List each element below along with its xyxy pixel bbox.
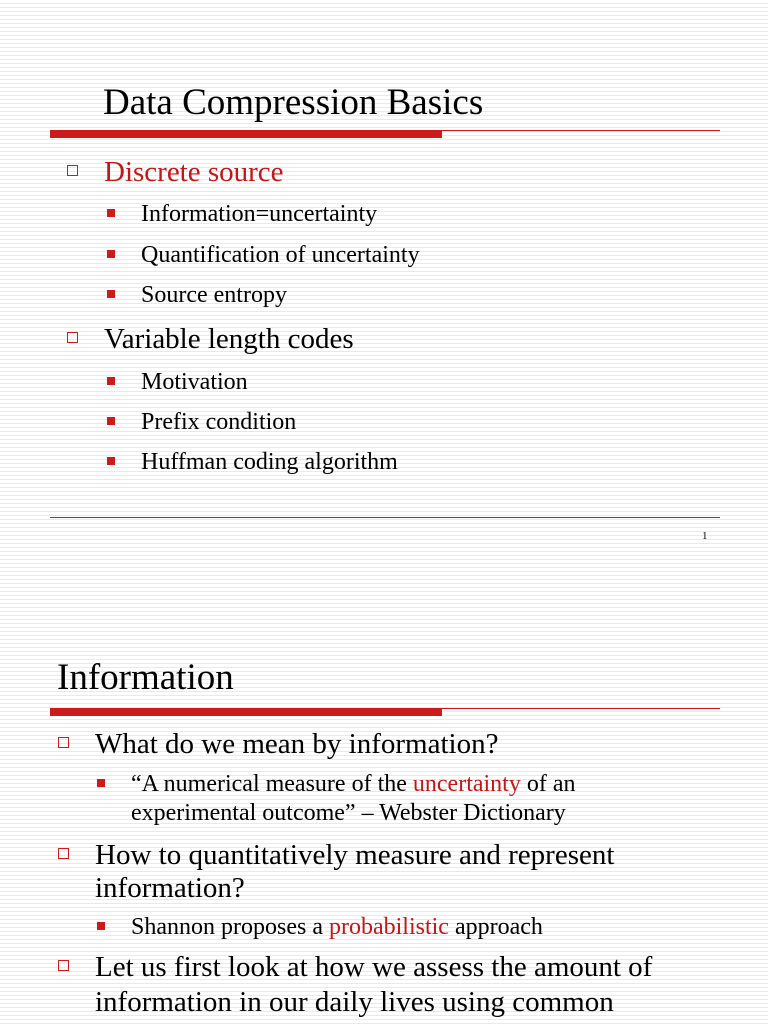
bullet-q3-line2: information in our daily lives using common [95, 986, 614, 1018]
bullet-q2-line2: information? [95, 872, 245, 904]
filled-square-bullet-icon [97, 922, 105, 930]
bullet-text: Variable length codes [104, 323, 354, 355]
hollow-square-bullet-icon [58, 737, 69, 748]
filled-square-bullet-icon [107, 290, 115, 298]
hollow-square-bullet-icon [67, 332, 78, 343]
hollow-square-bullet-icon [58, 960, 69, 971]
slide-2: Information What do we mean by information? “A numerical measure of the uncertainty of an experimental outcome” – Webster Dictionary How to quantitatively measure and represent information? Shannon proposes a probabilistic approach Let us first look at how we assess the amount of information in our daily lives using common [0, 630, 768, 1024]
filled-square-bullet-icon [107, 417, 115, 425]
filled-square-bullet-icon [107, 209, 115, 217]
slide-1: Data Compression Basics Discrete source Information=uncertainty Quantification of uncertainty Source entropy Variable length codes Motivation Prefix condition Huffman coding algorithm 1 [0, 0, 768, 580]
bullet-text: Discrete source [104, 156, 284, 188]
footer-divider [50, 517, 720, 518]
filled-square-bullet-icon [97, 779, 105, 787]
page-number: 1 [702, 530, 708, 542]
filled-square-bullet-icon [107, 377, 115, 385]
hollow-square-bullet-icon [58, 848, 69, 859]
filled-square-bullet-icon [107, 250, 115, 258]
sub-bullet-webster-line2: experimental outcome” – Webster Dictionary [131, 800, 566, 826]
hollow-square-bullet-icon [67, 165, 78, 176]
slide-1-title: Data Compression Basics [103, 82, 484, 123]
slide-2-title: Information [57, 657, 234, 698]
filled-square-bullet-icon [107, 457, 115, 465]
